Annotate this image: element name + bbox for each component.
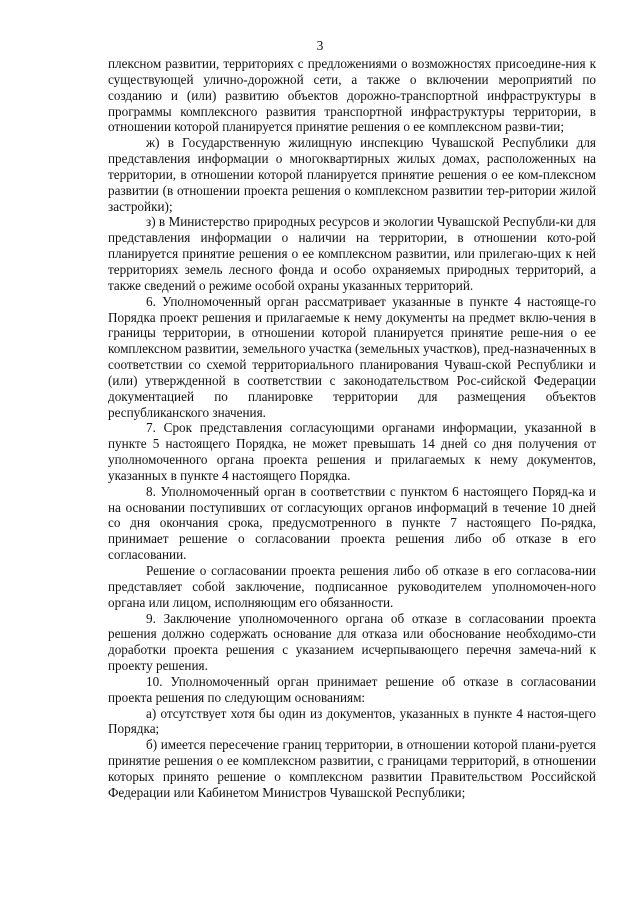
paragraph-9: 9. Заключение уполномоченного органа об отказе в согласовании проекта решения должно содержать основание для отказа или обоснование необходимо-сти доработки проекта решения с указанием исчерпывающего перечня замеча-ний к проекту решения. [108,610,596,674]
document-body [108,56,596,801]
paragraph-item-z: з) в Министерство природных ресурсов и экологии Чувашской Республи-ки для представления информации о наличии на территории, в отношении кото-рой планируется принятие решения о ее комплексном развитии, или прилегаю-щих к ней территориях земель лесного фонда и особо охраняемых природных территорий, а также сведений о режиме особой охраны указанных территорий. [108,214,596,293]
paragraph-10: 10. Уполномоченный орган принимает решение об отказе в согласовании проекта решения по следующим основаниям: [108,673,596,705]
paragraph-8-decision: Решение о согласовании проекта решения либо об отказе в его согласова-нии представляет собой заключение, подписанное руководителем уполномочен-ного органа или лицом, исполняющим его обязанности. [108,563,596,610]
paragraph-10-a: а) отсутствует хотя бы один из документов, указанных в пункте 4 настоя-щего Порядка; [108,705,596,737]
page-number: 3 [316,38,324,53]
paragraph-6: 6. Уполномоченный орган рассматривает указанные в пункте 4 настояще-го Порядка проект решения и прилагаемые к нему документы на предмет вклю-чения в границы территории, в отношении которой планируется принятие реше-ния о ее комплексном развитии, земельного участка (земельных участков), пред-назначенных в соответствии со схемой территориального планирования Чуваш-ской Республики и (или) утвержденной в соответствии с законодательством Рос-сийской Федерации документацией по планировке территории для размещения объектов республиканского значения. [108,293,596,420]
paragraph-10-b: б) имеется пересечение границ территории, в отношении которой плани-руется принятие решения о ее комплексном развитии, с границами территорий, в отношении которых принято решение о комплексном развитии Правительством Российской Федерации или Кабинетом Министров Чувашской Республики; [108,737,596,800]
paragraph-item-zh: ж) в Государственную жилищную инспекцию Чувашской Республики для представления информации о многоквартирных жилых домах, расположенных на территории, в отношении которой планируется принятие решения о ее ком-плексном развитии (в отношении проекта решения о комплексном развитии тер-ритории жилой застройки); [108,135,596,214]
paragraph-8: 8. Уполномоченный орган в соответствии с пунктом 6 настоящего Поряд-ка и на основании поступивших от согласующих органов информаций в течение 10 дней со дня окончания срока, предусмотренного в пункте 7 настоящего По-рядка, принимает решение о согласовании проекта решения либо об отказе в его согласовании. [108,483,596,563]
paragraph-continuation: плексном развитии, территориях с предложениями о возможностях присоедине-ния к существующей улично-дорожной сети, а также о включении мероприятий по созданию и (или) развитию объектов дорожно-транспортной инфраструктуры в программы комплексного развития транспортной инфраструктуры территории, в отношении которой планируется принятие решения о ее комплексном разви-тии; [108,56,596,135]
paragraph-7: 7. Срок представления согласующими органами информации, указанной в пункте 5 настоящего Порядка, не может превышать 14 дней со дня получения от уполномоченного органа проекта решения и прилагаемых к нему документов, указанных в пункте 4 настоящего Порядка. [108,420,596,483]
